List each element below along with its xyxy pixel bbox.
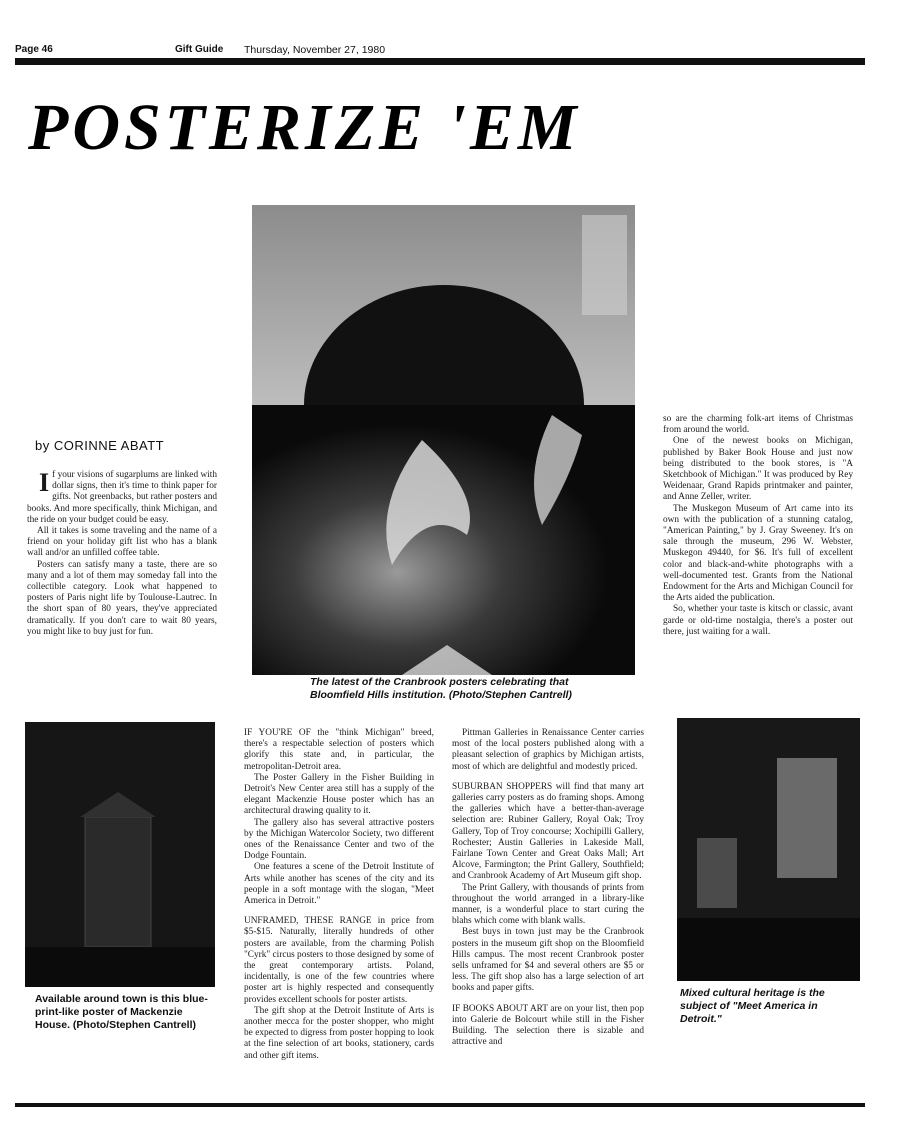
intro-paragraph: All it takes is some traveling and the name of a friend on your holiday gift list who has a blank wall and/or an unfilled coffee table. — [27, 526, 217, 559]
body-paragraph: The Poster Gallery in the Fisher Building in Detroit's New Center area still has a supply of the elegant Mackenzie House poster which has an architectural drawing quality to it. — [244, 772, 434, 817]
body-paragraph: The gift shop at the Detroit Institute of Arts is another mecca for the poster shopper, who might be expected to digress from poster hopping to look at the fine selection of art books, stationery, cards and other gift items. — [244, 1005, 434, 1061]
section-lead: UNFRAMED, THESE RANGE — [244, 916, 372, 927]
headline: POSTERIZE 'EM — [28, 91, 581, 164]
body-paragraph: The Muskegon Museum of Art came into its own with the publication of a stunning catalog, "American Painting," by J. Gray Sweeney. It's on sale through the museum, 296 W. Webster, Muskegon 49440, for $6. It's full of excellent color and black-and-white photographs with a well-documented test. Grants from the National Endowment for the Arts and Michigan Council for the Arts aided the publication. — [663, 503, 853, 604]
body-paragraph: Pittman Galleries in Renaissance Center carries most of the local posters published along with a pleasant selection of graphics by Michigan artists, most of which are delightful and modestly priced. — [452, 728, 644, 772]
main-photo — [252, 205, 635, 675]
body-paragraph: the "think Michigan" breed, there's a respectable selection of posters which glorify this state and, in particular, the metropolitan-Detroit area. — [244, 728, 434, 772]
body-paragraph: One features a scene of the Detroit Institute of Arts while another has scenes of the city and its people in a soft montage with the slogan, "Meet America in Detroit." — [244, 862, 434, 907]
drop-cap: I — [39, 468, 50, 497]
left-photo-caption: Available around town is this blue-print-like poster of Mackenzie House. (Photo/Stephen Cantrell) — [35, 993, 208, 1031]
intro-paragraph: Posters can satisfy many a taste, there are so many and a lot of them may someday fall into the collectible category. Look what happened to posters of Paris night life by Toulouse-Lautrec. In the short span of 80 years, they've appreciated dramatically. If you don't care to wait 80 years, you might like to buy just for fun. — [27, 559, 217, 637]
issue-date: Thursday, November 27, 1980 — [244, 44, 386, 56]
meet-america-in-detroit-poster-image — [677, 718, 860, 981]
body-paragraph: The Print Gallery, with thousands of prints from throughout the world arranged in a library-like manner, is a wonderful place to start curing the blahs which come with blank walls. — [452, 882, 644, 927]
body-paragraph: Best buys in town just may be the Cranbrook posters in the museum gift shop on the Bloomfield Hills campus. The most recent Cranbrook poster sells unframed for $4 and several others are $5 or less. The gift shop also has a large selection of art books and paper gifts. — [452, 927, 644, 994]
body-paragraph: The gallery also has several attractive posters by the Michigan Watercolor Society, two different ones of the Renaissance Center and two of the Dodge Fountain. — [244, 817, 434, 862]
column-two — [244, 728, 434, 1062]
cranbrook-poster-image — [252, 205, 635, 675]
right-photo-caption: Mixed cultural heritage is the subject of "Meet America in Detroit." — [680, 987, 825, 1025]
section-lead: SUBURBAN SHOPPERS — [452, 781, 553, 792]
section-name: Gift Guide — [175, 44, 224, 55]
section-lead: IF BOOKS ABOUT ART — [452, 1003, 548, 1014]
body-paragraph: One of the newest books on Michigan, published by Baker Book House and just now being distributed to the book stores, is "A Sketchbook of Michigan." It was produced by Rey Weidenaar, Grand Rapids printmaker and painter, and Anne Zeller, writer. — [663, 436, 853, 503]
right-photo — [677, 718, 860, 981]
main-photo-caption: The latest of the Cranbrook posters celebrating that Bloomfield Hills institution. (Photo/Stephen Cantrell) — [310, 676, 572, 701]
body-paragraph: in price from $5-$15. Naturally, literally hundreds of other posters are available, from the charming Polish "Cyrk" circus posters to those designed by some of the great contemporary artists. Poland, incidentally, is one of the few countries where poster art is highly respected and consequently provides excellent schools for poster artists. — [244, 916, 434, 1005]
byline: by CORINNE ABATT — [35, 438, 165, 453]
right-top-column — [663, 414, 853, 638]
left-photo — [25, 722, 215, 987]
column-three — [452, 728, 644, 1048]
header-rule — [15, 58, 865, 65]
body-paragraph: are on your list, then pop into Galerie de Bolcourt while still in the Fisher Building. The selection there is sizable and attractive and — [452, 1003, 644, 1048]
body-paragraph: so are the charming folk-art items of Christmas from around the world. — [663, 414, 853, 436]
page-number: Page 46 — [15, 44, 53, 55]
intro-column — [27, 470, 217, 638]
intro-paragraph: f your visions of sugarplums are linked with dollar signs, then it's time to think paper for gifts. Not greenbacks, but rather posters and books. And more specifically, think Michigan, and the ride on your budget could be easy. — [27, 470, 217, 525]
body-paragraph: So, whether your taste is kitsch or classic, avant garde or old-time nostalgia, there's a poster out there, just waiting for a wall. — [663, 604, 853, 637]
section-lead: IF YOU'RE OF — [244, 728, 311, 738]
body-paragraph: will find that many art galleries carry posters as do framing shops. Among the galleries which have a better-than-average selection are: Rubiner Gallery, Royal Oak; Troy Gallery, Top of Troy concourse; Xochipilli Gallery, Rochester; Austin Galleries in Lakeside Mall, Fairlane Town Center and Great Oaks Mall; Art Alcove, Farmington; the Print Gallery, Southfield; and Cranbrook Academy of Art Museum gift shop. — [452, 781, 644, 882]
footer-rule — [15, 1103, 865, 1107]
mackenzie-house-poster-image — [25, 722, 215, 987]
